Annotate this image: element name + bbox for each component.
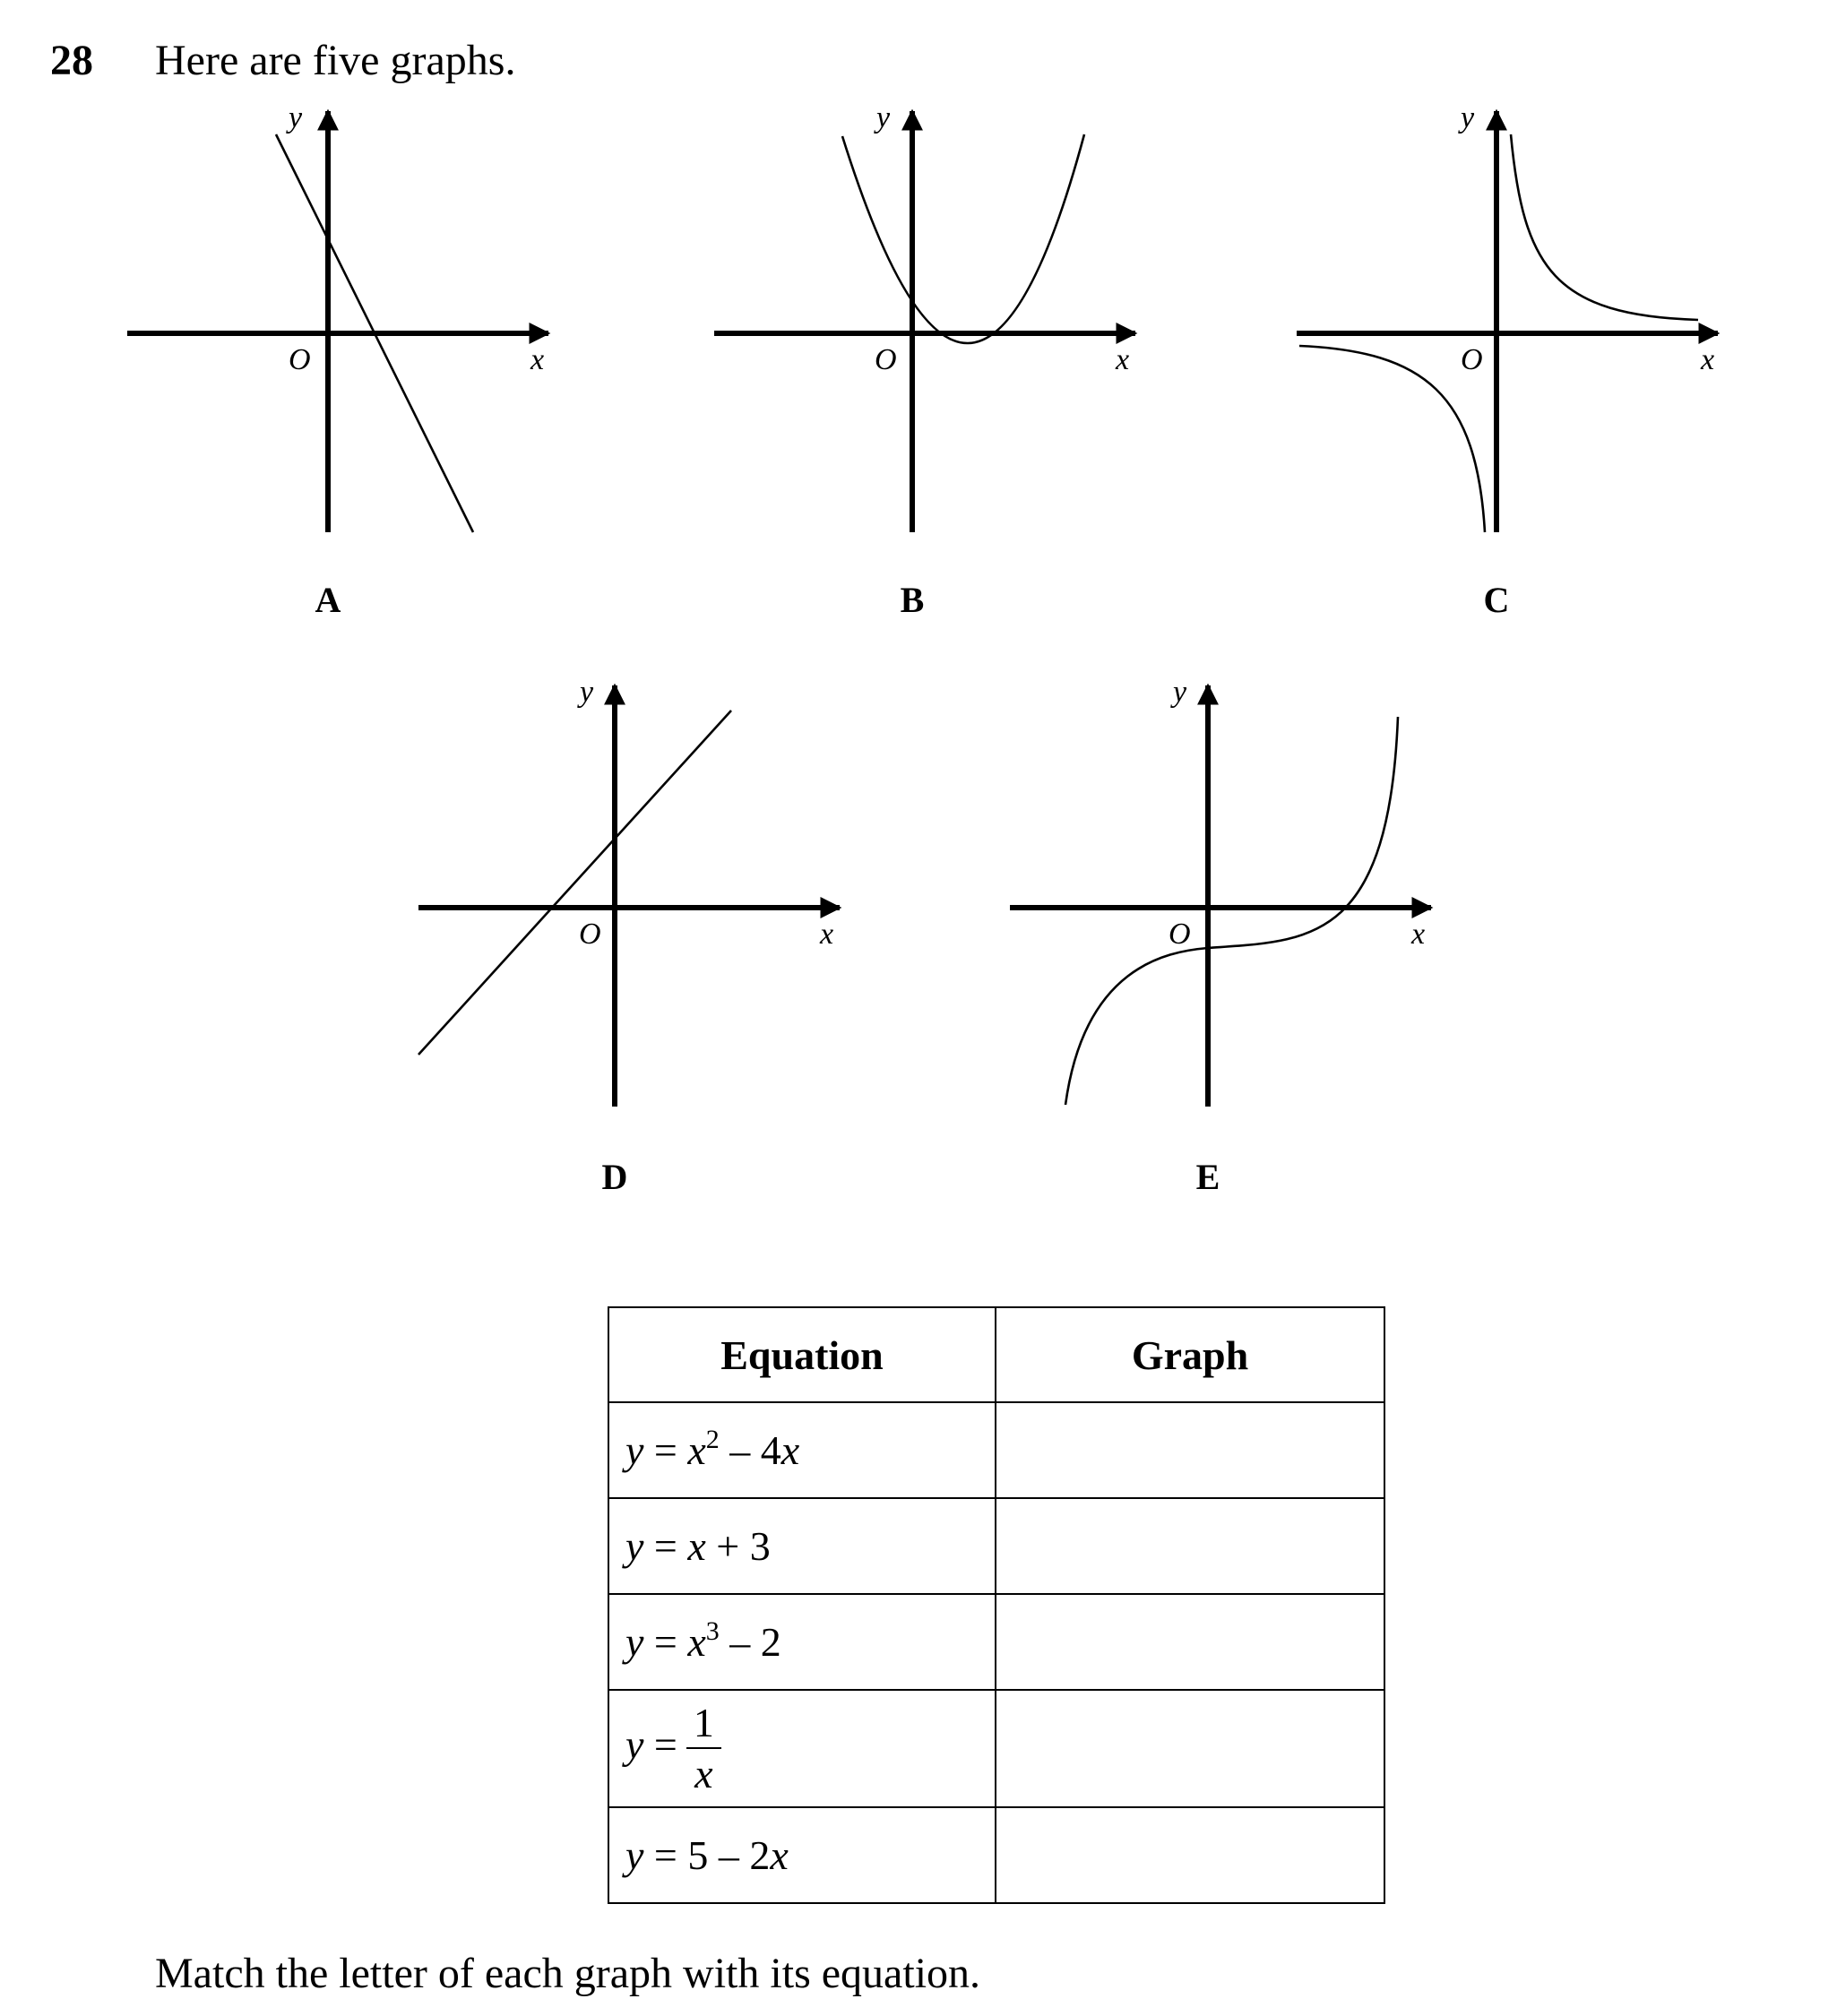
graph-letter-a: A — [315, 580, 341, 620]
y-axis-label: y — [1461, 101, 1475, 134]
y-axis-label: y — [580, 676, 594, 709]
origin-label: O — [579, 918, 601, 951]
graph-a — [127, 101, 548, 620]
x-axis-label: x — [1116, 343, 1130, 376]
graph-letter-d: D — [601, 1157, 628, 1197]
graph-letter-b: B — [900, 580, 925, 620]
table-row — [608, 1402, 1384, 1498]
matching-table — [608, 1306, 1385, 1904]
x-axis-label: x — [1701, 343, 1715, 376]
graph-answer-cell[interactable] — [996, 1807, 1384, 1903]
graph-letter-e: E — [1195, 1157, 1220, 1197]
table-header-row — [608, 1307, 1384, 1402]
equation-cell: y = $\frac{1}{x}$ — [608, 1690, 996, 1807]
graph-e — [1010, 676, 1431, 1197]
graph-c — [1297, 101, 1718, 620]
table-row — [608, 1594, 1384, 1690]
y-axis-label: y — [289, 101, 303, 134]
question-number: 28 — [50, 37, 93, 84]
graph-d — [418, 676, 840, 1197]
curve-c-negative — [1299, 346, 1485, 532]
question-instruction: Match the letter of each graph with its equation. — [155, 1950, 981, 1997]
fraction: $\frac{1}{x}$ — [686, 1699, 721, 1799]
curve-b — [842, 134, 1084, 343]
origin-label: O — [289, 343, 311, 376]
y-axis-label: y — [876, 101, 891, 134]
line-d — [418, 711, 731, 1055]
equation-cell: y = x + 3 — [608, 1498, 996, 1594]
graph-b — [714, 101, 1135, 620]
table-row — [608, 1807, 1384, 1903]
curve-c-positive — [1511, 134, 1698, 320]
x-axis-label: x — [530, 343, 545, 376]
question-prompt: Here are five graphs. — [155, 37, 516, 84]
equation-cell: $y = x^3 - 2$ — [608, 1594, 996, 1690]
graph-answer-cell[interactable] — [996, 1594, 1384, 1690]
equation-cell: y = 5 – 2x — [608, 1807, 996, 1903]
origin-label: O — [1461, 343, 1483, 376]
table-row — [608, 1498, 1384, 1594]
equation-cell: $y = x^2 - 4x$ — [608, 1402, 996, 1498]
y-axis-label: y — [1173, 676, 1187, 709]
table-row — [608, 1690, 1384, 1807]
equation-header: Equation — [608, 1307, 996, 1402]
graph-answer-cell[interactable] — [996, 1498, 1384, 1594]
x-axis-label: x — [820, 918, 834, 951]
curve-e — [1065, 717, 1398, 1105]
origin-label: O — [875, 343, 897, 376]
graph-letter-c: C — [1483, 580, 1510, 620]
graph-answer-cell[interactable] — [996, 1402, 1384, 1498]
origin-label: O — [1169, 918, 1191, 951]
x-axis-label: x — [1411, 918, 1426, 951]
graph-answer-cell[interactable] — [996, 1690, 1384, 1807]
graph-header: Graph — [996, 1307, 1384, 1402]
